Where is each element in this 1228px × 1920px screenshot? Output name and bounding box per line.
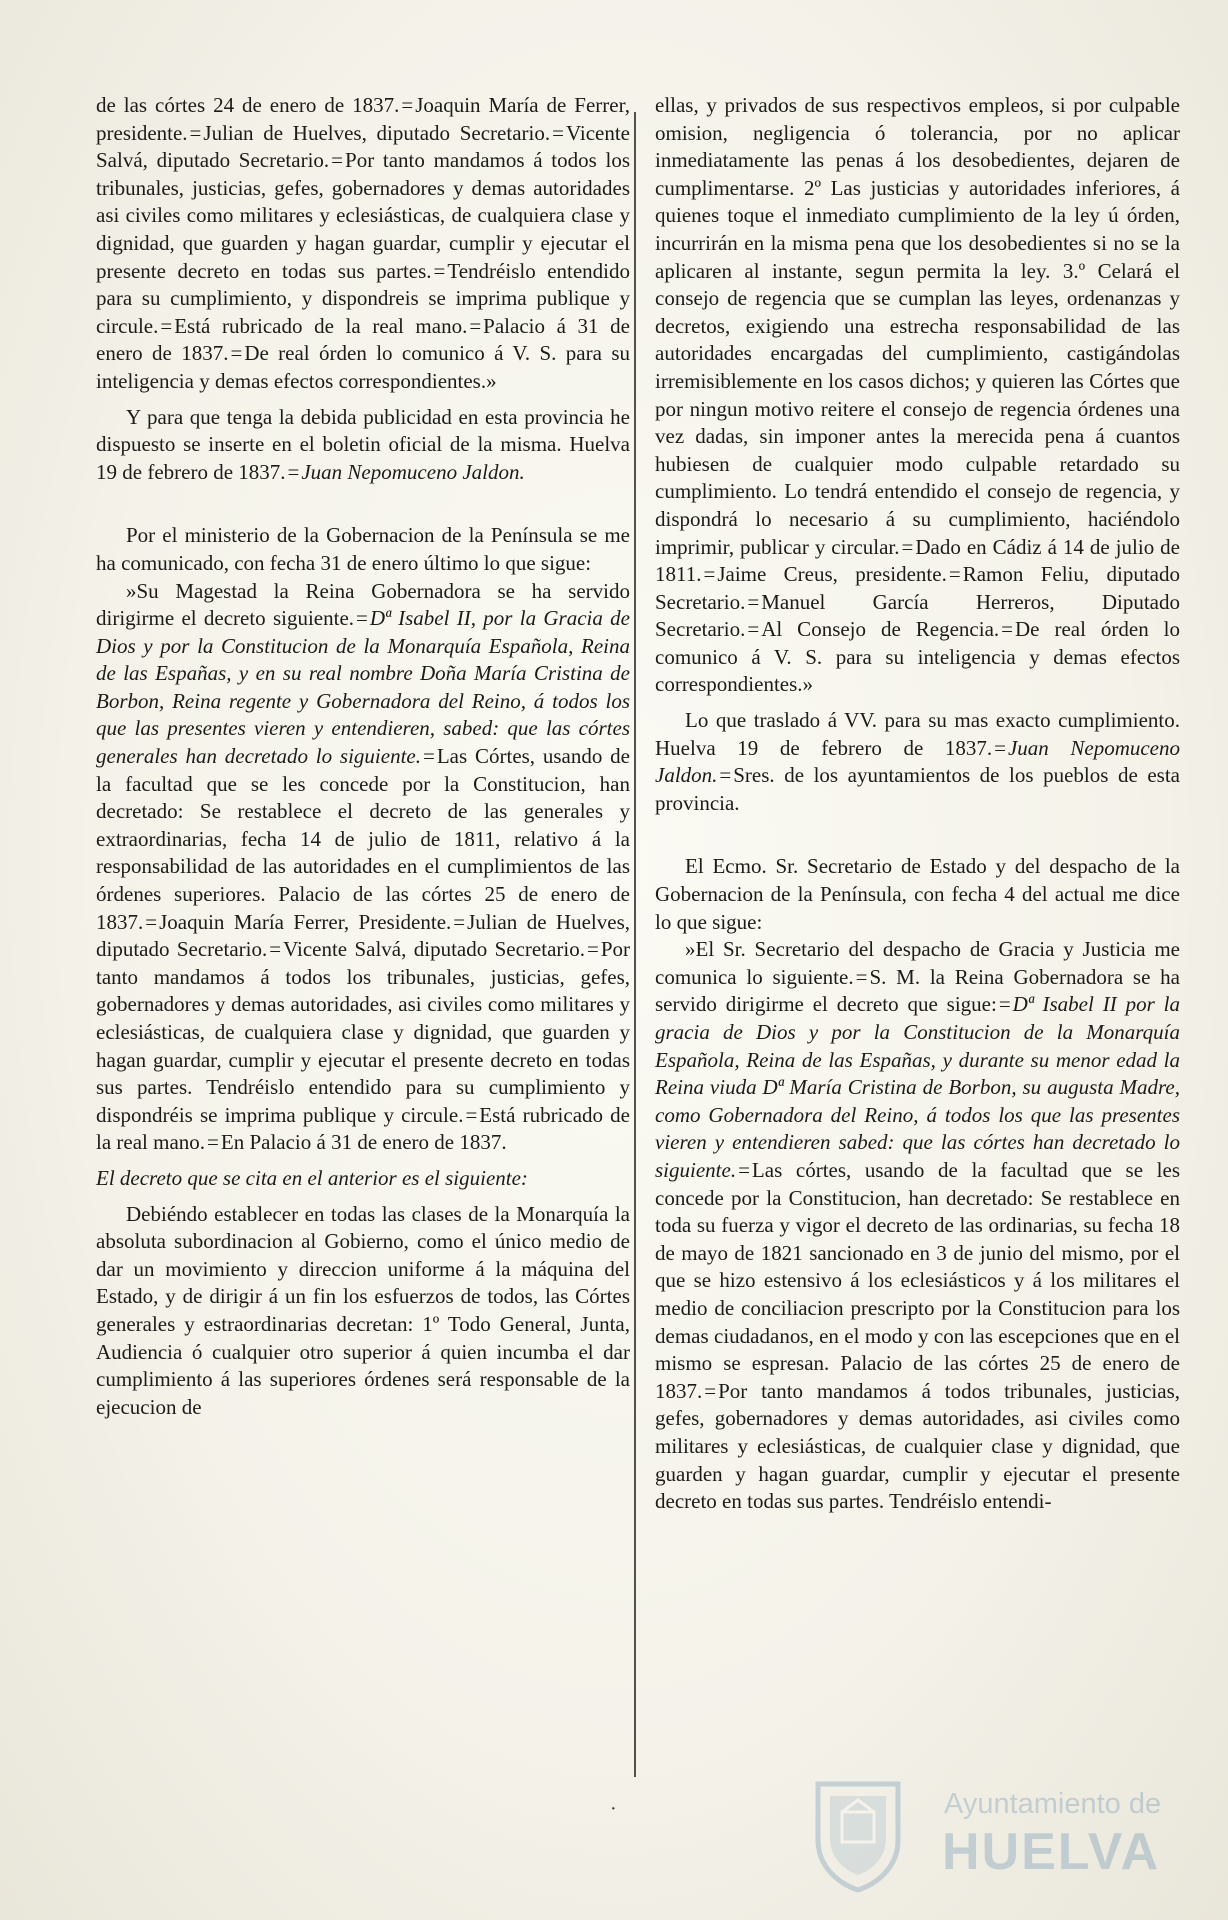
separator: = [901, 534, 914, 559]
text-span: Por tanto mandamos á todos los tribunales, justicias, gefes, gobernadores y demas autoridades asi civiles como militares y eclesiásticas, de cualquiera clase y dignidad, que guarden y hagan guardar, cumplir y ejecutar el presente decreto en todas sus partes. [96, 148, 630, 283]
text-span: Las Córtes, usando de la facultad que se les concede por la Constitucion, han decretado: Se restablece el decreto de las generales y extraordinarias, fecha 14 de julio de 1811, relativo á la responsabilidad de las autoridades en el cumplimientos de las órdenes superiores. Palacio de las córtes 25 de enero de 1837. [96, 744, 631, 934]
text-span: Julian de Huelves, diputado Secretario. [96, 909, 630, 962]
section-heading [96, 1165, 630, 1193]
separator: = [356, 606, 368, 631]
text-span: ellas, y privados de sus respectivos empleos, si por culpable omision, negligencia ó tolerancia, por no aplicar inmediatamente las penas á los desobedientes, dejaren de cumplimentarse. 2º Las justicias y autoridades inferiores, á quienes toque el inmediato cumplimiento de la ley ú órden, incurrirán en la misma pena que los desobedientes si no se la aplicaren al instante, segun permita la ley. 3.º Celará el consejo de regencia que se cumplan las leyes, ordenanzas y decretos, exigiendo una estrecha responsabilidad de las autoridades encargadas del cumplimiento, castigándolas irremisiblemente en los casos dichos; y quieren las Córtes que por ningun motivo reitere el consejo de regencia órdenes una vez dadas, sin imponer antes la merecida pena á cuantos hubiesen de cualquier modo culpable retardado su cumplimiento. Lo tendrá entendido el consejo de regencia, y dispondrá lo necesario á su cumplimiento, haciéndolo imprimir, publicar y circular. [655, 93, 1180, 559]
text-span: Está rubricado de la real mano. [96, 1102, 630, 1155]
separator: = [189, 120, 202, 145]
text-span: S. M. la Reina Gobernadora se ha servido dirigirme el decreto que sigue: [655, 964, 1180, 1017]
text-span: Joaquin María de Ferrer, presidente. [96, 93, 631, 145]
coat-of-arms-icon [812, 1778, 904, 1893]
signature: Juan Nepomuceno Jaldon. [655, 735, 1180, 788]
separator: = [855, 964, 868, 989]
separator: = [331, 148, 344, 173]
separator: = [998, 992, 1011, 1017]
text-span: Dª Isabel II por la gracia de Dios y por la Constitucion de la Monarquía Española, Reina de las Españas, y durante su menor edad la Reina viuda Dª María Cristina de Borbon, su augusta Madre, como Gobernadora del Reino, á todos los que las presentes vieren y entendieren sabed: que las córtes han decretado lo siguiente. [655, 992, 1180, 1182]
text-span: Está rubricado de la real mano. [174, 313, 468, 338]
paragraph-publication-notice [96, 404, 630, 487]
text-span: Debiéndo establecer en todas las clases de la Monarquía la absoluta subordinacion al Gobierno, como el único medio de dar un movimiento y direccion uniforme á la máquina del Estado, y de dirigir á un fin los esfuerzos de todos, las Córtes generales y estraordinarias decretan: 1º Todo General, Junta, Audiencia ó cualquier otro superior á quien incumba el dar cumplimiento á las superiores órdenes será responsable de la ejecucion de [96, 1201, 630, 1419]
heading-text: El decreto que se cita en el anterior es el siguiente: [96, 1165, 528, 1190]
text-span: De real órden lo comunico á V. S. para su inteligencia y demas efectos correspondientes.» [96, 341, 630, 393]
paragraph-decree-end [96, 92, 630, 396]
text-span: Por tanto mandamos á todos tribunales, justicias, gefes, gobernadores y demas autoridades, asi civiles como militares y eclesiásticas, de cualquier clase y dignidad, que guarden y hagan guardar, cumplir y ejecutar el presente decreto en todas sus partes. Tendréislo entendi- [655, 1378, 1180, 1514]
separator: = [207, 1130, 219, 1155]
text-span: Dª Isabel II, por la Gracia de Dios y por la Constitucion de la Monarquía Española, Reina de las Españas, y en su real nombre Doña María Cristina de Borbon, Reina regente y Gobernadora del Reino, á todos los que las presentes vieren y entendieren, sabed: que las córtes generales han decretado lo siguiente. [96, 606, 630, 769]
separator: = [994, 735, 1006, 760]
separator: = [465, 1102, 478, 1127]
text-span: El Ecmo. Sr. Secretario de Estado y del despacho de la Gobernacion de la Península, con fecha 4 del actual me dice lo que sigue: [655, 854, 1180, 934]
paragraph-transfer-notice [655, 707, 1180, 817]
text-span: Palacio á 31 de enero de 1837. [96, 313, 631, 366]
text-span: Joaquin María Ferrer, Presidente. [159, 909, 452, 934]
separator: = [145, 909, 158, 934]
separator: = [719, 763, 732, 788]
watermark-line-2: HUELVA [942, 1823, 1161, 1881]
text-span: »Su Magestad la Reina Gobernadora se ha servido dirigirme el decreto siguiente. [96, 578, 630, 631]
text-span: Manuel García Herreros, Diputado Secretario. [655, 589, 1180, 642]
column-divider [634, 112, 636, 1777]
text-span: Dado en Cádiz á 14 de julio de 1811. [655, 534, 1180, 587]
separator: = [160, 313, 173, 338]
separator: = [586, 937, 599, 962]
text-span: Y para que tenga la debida publicidad en esta provincia he dispuesto se inserte en el boletin oficial de la misma. Huelva 19 de febrero de 1837. [96, 404, 630, 484]
text-span: En Palacio á 31 de enero de 1837. [220, 1130, 507, 1155]
watermark-line-1: Ayuntamiento de [944, 1788, 1162, 1820]
paragraph-decree-text [96, 1201, 630, 1422]
separator: = [469, 313, 482, 338]
text-span: de las córtes 24 de enero de 1837. [96, 93, 400, 117]
paragraph-ministry-intro [96, 522, 630, 577]
text-span: Al Consejo de Regencia. [761, 617, 1000, 642]
page-mark: · [610, 1798, 617, 1820]
text-span: Ramon Feliu, diputado Secretario. [655, 562, 1180, 614]
separator: = [747, 617, 760, 642]
separator: = [948, 562, 961, 587]
right-column [655, 92, 1180, 1516]
separator: = [1001, 617, 1013, 642]
paragraph-justice-decree [655, 936, 1180, 1515]
text-span: Lo que traslado á VV. para su mas exacto cumplimiento. Huelva 19 de febrero de 1837. [655, 708, 1180, 760]
paragraph-decree-continued [655, 92, 1180, 699]
text-span: Tendréislo entendido para su cumplimiento, y dispondreis se imprima publique y circule. [96, 258, 630, 338]
separator: = [738, 1157, 750, 1182]
text-span: Las córtes, usando de la facultad que se les concede por la Constitucion, han decretado: Se restablece en toda su fuerza y vigor el decreto de las ordinarias, su fecha 18 de mayo de 1821 sancionado en 3 de junio del mismo, por el que se hizo estensivo á los eclesiásticos y á los militares el medio de conciliacion prescripto por la Constitucion para los demas ciudadanos, en el modo y con las escepciones que en el mismo se espresan. Palacio de las córtes 25 de enero de 1837. [655, 1157, 1180, 1403]
text-span: Jaime Creus, presidente. [717, 562, 947, 587]
text-span: De real órden lo comunico á V. S. para su inteligencia y demas efectos correspondientes.» [655, 617, 1181, 697]
text-span: Por el ministerio de la Gobernacion de la Península se me ha comunicado, con fecha 31 de enero último lo que sigue: [96, 523, 630, 575]
separator: = [704, 1378, 717, 1403]
separator: = [747, 589, 760, 614]
text-span: Vicente Salvá, diputado Secretario. [283, 937, 585, 962]
separator: = [401, 93, 414, 117]
separator: = [269, 937, 282, 962]
text-span: »El Sr. Secretario del despacho de Gracia y Justicia me comunica lo siguiente. [655, 937, 1180, 989]
separator: = [287, 459, 300, 484]
separator: = [552, 120, 564, 145]
separator: = [423, 744, 435, 769]
paragraph-royal-decree [96, 578, 630, 1157]
text-span: Julian de Huelves, diputado Secretario. [203, 120, 551, 145]
signature: Juan Nepomuceno Jaldon. [301, 459, 525, 484]
text-span: Por tanto mandamos á todos los tribunales, justicias, gefes, gobernadores y demas autoridades, asi civiles como militares y eclesiásticas, de cualquiera clase y dignidad, que guarden y hagan guardar, cumplir y ejecutar el presente decreto en todas sus partes. Tendréislo entendido para su cumplimiento y dispondréis se imprima publique y circule. [96, 937, 630, 1127]
text-span: Sres. de los ayuntamientos de los pueblos de esta provincia. [655, 763, 1180, 815]
separator: = [230, 341, 243, 366]
separator: = [433, 258, 446, 283]
separator: = [703, 562, 716, 587]
watermark [812, 1778, 1162, 1893]
separator: = [453, 909, 466, 934]
paragraph-secretary-intro [655, 853, 1180, 936]
left-column [96, 92, 630, 1421]
text-span: Vicente Salvá, diputado Secretario. [96, 120, 630, 173]
